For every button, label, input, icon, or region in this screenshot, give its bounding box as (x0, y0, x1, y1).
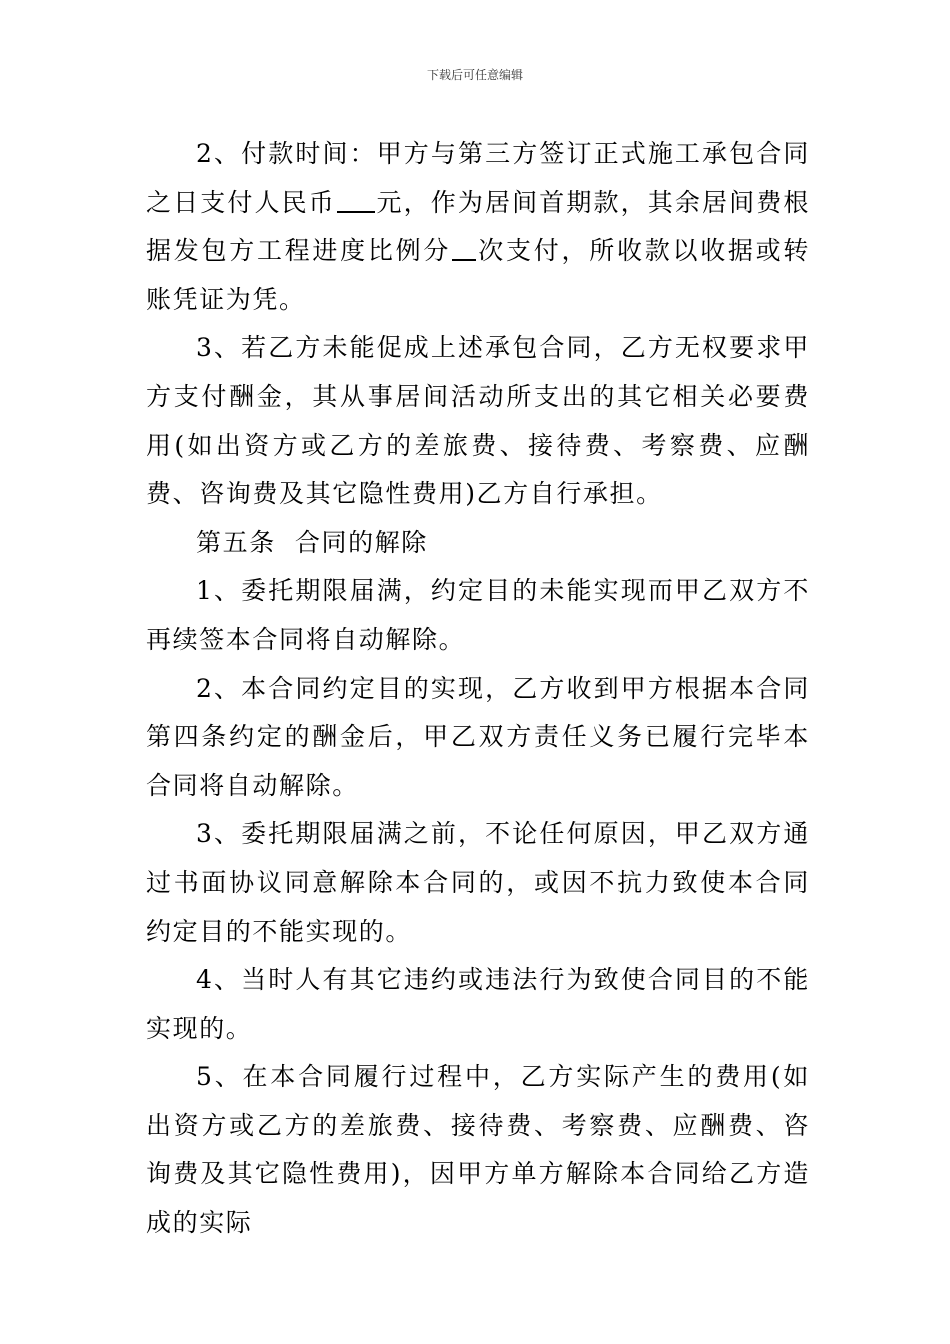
installment-count-blank (452, 234, 476, 261)
payment-text-part-2: 元，作为居间首期款，其余居间费根据发包方工程进度比例分 (146, 187, 811, 266)
payment-text-part-1: 2、付款时间：甲方与第三方签订正式施工承包合同之日支付人民币 (146, 139, 810, 217)
paragraph-payment-time (146, 130, 810, 324)
paragraph-termination-3: 3、委托期限届满之前，不论任何原因，甲乙双方通过书面协议同意解除本合同的，或因不抗力致使本合同约定目的不能实现的。 (146, 819, 810, 946)
article-5-title: 第五条 合同的解除 (196, 527, 428, 557)
payment-text-part-3: 次支付，所收款以收据或转账凭证为凭。 (146, 236, 811, 314)
paragraph-termination-1: 1、委托期限届满，约定目的未能实现而甲乙双方不再续签本合同将自动解除。 (146, 576, 810, 654)
paragraph-termination-2: 2、本合同约定目的实现，乙方收到甲方根据本合同第四条约定的酬金后，甲乙双方责任义务已履行完毕本合同将自动解除。 (146, 673, 810, 800)
paragraph-clause-3: 3、若乙方未能促成上述承包合同，乙方无权要求甲方支付酬金，其从事居间活动所支出的其它相关必要费用(如出资方或乙方的差旅费、接待费、考察费、应酬费、咨询费及其它隐性费用)乙方自行承担。 (146, 333, 810, 509)
page-header: 下载后可任意编辑 (426, 68, 523, 82)
paragraph-termination-5: 5、在本合同履行过程中，乙方实际产生的费用(如出资方或乙方的差旅费、接待费、考察费、应酬费、咨询费及其它隐性费用)，因甲方单方解除本合同给乙方造成的实际 (146, 1062, 810, 1238)
amount-blank (337, 186, 375, 213)
document-body (146, 130, 810, 1248)
paragraph-termination-4: 4、当时人有其它违约或违法行为致使合同目的不能实现的。 (146, 965, 810, 1043)
